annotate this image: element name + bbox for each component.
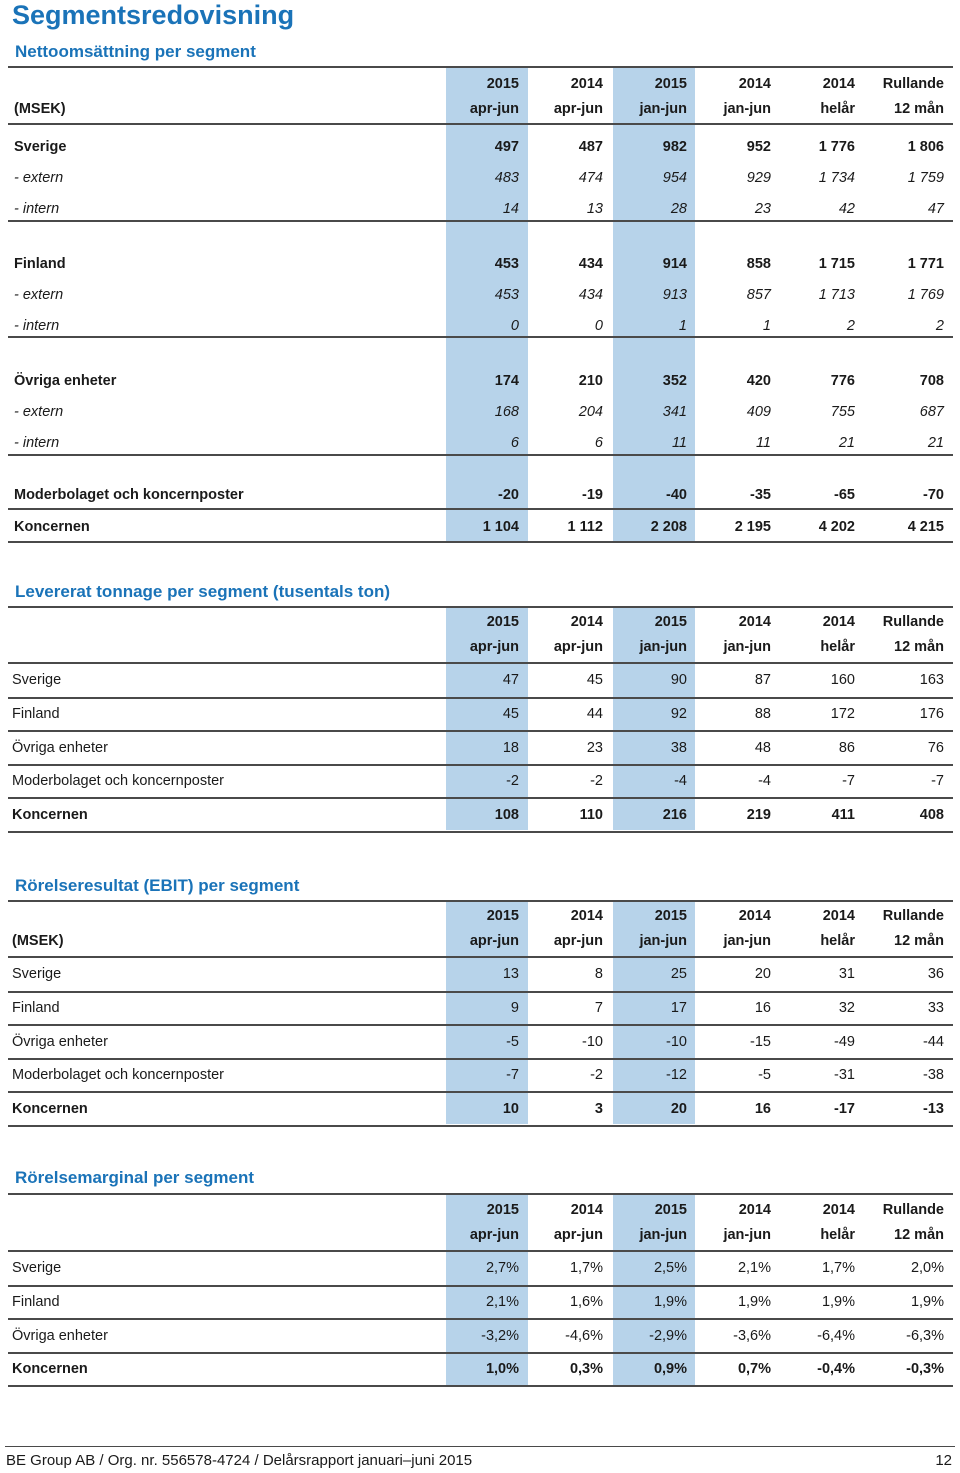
cell: -40 bbox=[666, 486, 687, 503]
cell: -35 bbox=[750, 486, 771, 503]
column-header: 12 mån bbox=[894, 638, 944, 655]
unit-label: (MSEK) bbox=[14, 100, 66, 117]
cell: 25 bbox=[670, 966, 687, 983]
cell: 110 bbox=[579, 806, 603, 823]
column-header: jan-jun bbox=[723, 932, 771, 949]
row-label: - intern bbox=[14, 317, 60, 334]
column-header: jan-jun bbox=[639, 100, 687, 117]
cell: 11 bbox=[755, 434, 771, 451]
cell: 88 bbox=[754, 706, 771, 723]
cell: -6,4% bbox=[817, 1327, 855, 1344]
table-row bbox=[8, 731, 953, 765]
cell: 87 bbox=[754, 672, 771, 689]
net-sales-header bbox=[8, 71, 953, 121]
row-label: - intern bbox=[14, 200, 60, 217]
cell: 2,5% bbox=[653, 1260, 687, 1277]
cell: 408 bbox=[919, 806, 944, 823]
table-row bbox=[8, 958, 953, 992]
cell: -38 bbox=[923, 1067, 944, 1084]
cell: 23 bbox=[754, 200, 771, 217]
cell: 474 bbox=[578, 169, 603, 186]
table-row bbox=[8, 366, 953, 396]
row-label: Moderbolaget och koncernposter bbox=[14, 486, 244, 503]
cell: 11 bbox=[671, 434, 687, 451]
cell: 16 bbox=[754, 1100, 771, 1117]
cell: 420 bbox=[746, 373, 771, 389]
cell: 687 bbox=[919, 403, 944, 420]
row-label: Övriga enheter bbox=[12, 1033, 108, 1050]
row-label: Sverige bbox=[12, 672, 62, 689]
cell: 38 bbox=[670, 739, 687, 756]
section-title: Levererat tonnage per segment (tusentals ton) bbox=[15, 582, 391, 601]
column-header: jan-jun bbox=[723, 1226, 771, 1243]
cell: 2 195 bbox=[734, 519, 771, 535]
ebit-section bbox=[8, 872, 953, 1127]
cell: 6 bbox=[510, 434, 519, 451]
column-header: 2014 bbox=[570, 1201, 603, 1218]
column-header: Rullande bbox=[882, 613, 944, 630]
cell: 3 bbox=[594, 1100, 603, 1117]
cell: 1,7% bbox=[821, 1260, 855, 1277]
cell: 2 bbox=[935, 317, 944, 334]
cell: -2 bbox=[590, 773, 603, 790]
column-header: 12 mån bbox=[894, 1226, 944, 1243]
cell: 13 bbox=[586, 200, 603, 217]
cell: 0 bbox=[594, 317, 603, 334]
cell: -2 bbox=[590, 1067, 603, 1084]
row-label: - extern bbox=[14, 403, 64, 420]
column-header: 2015 bbox=[486, 1201, 519, 1218]
cell: 4 215 bbox=[907, 519, 944, 535]
cell: 2 208 bbox=[650, 519, 687, 535]
cell: 45 bbox=[586, 672, 603, 689]
cell: 982 bbox=[662, 139, 687, 155]
cell: 32 bbox=[838, 1000, 855, 1017]
cell: 0,3% bbox=[569, 1361, 603, 1378]
page-title: Segmentsredovisning bbox=[12, 0, 295, 30]
cell: -31 bbox=[834, 1067, 855, 1084]
cell: 13 bbox=[502, 966, 519, 983]
cell: -3,6% bbox=[733, 1327, 771, 1344]
other-units-group bbox=[8, 366, 953, 458]
cell: -4 bbox=[758, 773, 771, 790]
cell: 47 bbox=[502, 672, 519, 689]
cell: -10 bbox=[582, 1033, 603, 1050]
table-row bbox=[8, 992, 953, 1026]
cell: 497 bbox=[494, 139, 519, 155]
row-label: - intern bbox=[14, 434, 60, 451]
cell: 1,0% bbox=[485, 1361, 519, 1378]
cell: 21 bbox=[838, 434, 855, 451]
column-header: jan-jun bbox=[723, 638, 771, 655]
column-header: apr-jun bbox=[469, 932, 519, 949]
row-label: Sverige bbox=[12, 966, 62, 983]
cell: 160 bbox=[830, 672, 855, 689]
column-header: 2014 bbox=[570, 75, 603, 92]
cell: 1 715 bbox=[818, 256, 855, 272]
cell: 1 734 bbox=[818, 169, 855, 186]
column-header: jan-jun bbox=[639, 932, 687, 949]
table-row bbox=[8, 249, 953, 279]
column-header: apr-jun bbox=[553, 638, 603, 655]
cell: 219 bbox=[746, 806, 771, 823]
section-title: Rörelsemarginal per segment bbox=[15, 1168, 255, 1187]
row-label: Övriga enheter bbox=[12, 739, 108, 756]
cell: 42 bbox=[838, 200, 855, 217]
section-title: Nettoomsättning per segment bbox=[15, 42, 256, 61]
cell: 31 bbox=[838, 966, 855, 983]
cell: -44 bbox=[923, 1033, 944, 1050]
cell: 2,1% bbox=[737, 1260, 771, 1277]
column-header: 12 mån bbox=[894, 932, 944, 949]
column-header: jan-jun bbox=[723, 100, 771, 117]
row-label: Finland bbox=[12, 706, 60, 723]
cell: 1,7% bbox=[569, 1260, 603, 1277]
table-row bbox=[8, 1353, 953, 1387]
cell: -6,3% bbox=[906, 1327, 944, 1344]
table-row bbox=[8, 512, 953, 542]
margin-header bbox=[8, 1197, 953, 1247]
cell: 90 bbox=[670, 672, 687, 689]
row-label: Sverige bbox=[14, 139, 67, 155]
cell: 92 bbox=[670, 706, 687, 723]
cell: -7 bbox=[931, 773, 944, 790]
column-header: Rullande bbox=[882, 1201, 944, 1218]
unit-label: (MSEK) bbox=[12, 932, 64, 949]
cell: 2,0% bbox=[910, 1260, 944, 1277]
table-row bbox=[8, 798, 953, 832]
column-header: 2015 bbox=[654, 907, 687, 924]
row-label: Koncernen bbox=[12, 1361, 88, 1378]
cell: -10 bbox=[666, 1033, 687, 1050]
cell: 2 bbox=[846, 317, 855, 334]
table-row bbox=[8, 698, 953, 732]
cell: 434 bbox=[578, 286, 603, 303]
cell: -2 bbox=[506, 773, 519, 790]
column-header: apr-jun bbox=[469, 1226, 519, 1243]
column-header: 2014 bbox=[570, 613, 603, 630]
row-label: Moderbolaget och koncernposter bbox=[12, 773, 224, 790]
cell: 434 bbox=[578, 256, 603, 272]
net-sales-section bbox=[8, 38, 953, 548]
table-row bbox=[8, 132, 953, 162]
cell: 7 bbox=[594, 1000, 603, 1017]
cell: 483 bbox=[494, 169, 519, 186]
cell: 8 bbox=[594, 966, 603, 983]
row-label: - extern bbox=[14, 169, 64, 186]
cell: 1 713 bbox=[818, 286, 855, 303]
cell: 45 bbox=[502, 706, 519, 723]
column-header: apr-jun bbox=[553, 1226, 603, 1243]
header-row bbox=[8, 634, 953, 659]
cell: 16 bbox=[754, 1000, 771, 1017]
column-header: jan-jun bbox=[639, 1226, 687, 1243]
cell: 2,7% bbox=[485, 1260, 519, 1277]
sweden-group bbox=[8, 132, 953, 224]
column-header: 2015 bbox=[486, 75, 519, 92]
cell: 453 bbox=[494, 256, 519, 272]
row-label: Koncernen bbox=[12, 806, 88, 823]
cell: -19 bbox=[582, 486, 603, 503]
cell: 168 bbox=[494, 403, 519, 420]
row-label: Koncernen bbox=[14, 519, 90, 535]
cell: 20 bbox=[754, 966, 771, 983]
cell: 174 bbox=[494, 373, 519, 389]
cell: -0,4% bbox=[817, 1361, 855, 1378]
cell: 9 bbox=[510, 1000, 519, 1017]
column-header: 2014 bbox=[738, 907, 771, 924]
divider bbox=[8, 220, 953, 222]
column-header: 2014 bbox=[822, 613, 855, 630]
cell: -70 bbox=[923, 486, 944, 503]
page-number: 12 bbox=[935, 1452, 952, 1469]
header-row bbox=[8, 71, 953, 96]
tonnage-section bbox=[8, 578, 953, 833]
table-row bbox=[8, 1319, 953, 1353]
row-label: Koncernen bbox=[12, 1100, 88, 1117]
cell: 1,9% bbox=[653, 1294, 687, 1311]
divider bbox=[8, 123, 953, 125]
row-label: - extern bbox=[14, 286, 64, 303]
column-header: 2015 bbox=[486, 907, 519, 924]
cell: 453 bbox=[494, 286, 519, 303]
cell: -7 bbox=[842, 773, 855, 790]
footer-divider bbox=[5, 1446, 955, 1447]
column-header: 2014 bbox=[738, 1201, 771, 1218]
column-header: 2014 bbox=[738, 613, 771, 630]
cell: 0,7% bbox=[737, 1361, 771, 1378]
column-header: 12 mån bbox=[894, 100, 944, 117]
cell: 17 bbox=[670, 1000, 687, 1017]
cell: 952 bbox=[746, 139, 771, 155]
cell: 10 bbox=[502, 1100, 519, 1117]
header-row bbox=[8, 96, 953, 121]
cell: -5 bbox=[758, 1067, 771, 1084]
cell: 20 bbox=[670, 1100, 687, 1117]
cell: 86 bbox=[838, 739, 855, 756]
header-row bbox=[8, 903, 953, 928]
divider bbox=[8, 454, 953, 456]
cell: 14 bbox=[502, 200, 519, 217]
cell: -3,2% bbox=[481, 1327, 519, 1344]
cell: 23 bbox=[586, 739, 603, 756]
column-header: apr-jun bbox=[553, 932, 603, 949]
cell: 108 bbox=[494, 806, 519, 823]
cell: 36 bbox=[927, 966, 944, 983]
cell: 858 bbox=[746, 256, 771, 272]
cell: 76 bbox=[927, 739, 944, 756]
cell: 954 bbox=[662, 169, 687, 186]
column-header: helår bbox=[820, 638, 855, 655]
cell: 1,9% bbox=[737, 1294, 771, 1311]
table-row bbox=[8, 1059, 953, 1093]
cell: -17 bbox=[834, 1100, 855, 1117]
column-header: helår bbox=[820, 1226, 855, 1243]
column-header: 2014 bbox=[570, 907, 603, 924]
footer-text: BE Group AB / Org. nr. 556578-4724 / Delårsrapport januari–juni 2015 bbox=[6, 1452, 473, 1469]
parent-company-row bbox=[8, 479, 953, 510]
table-row bbox=[8, 396, 953, 427]
group-total-row bbox=[8, 512, 953, 542]
cell: -0,3% bbox=[906, 1361, 944, 1378]
cell: 1,6% bbox=[569, 1294, 603, 1311]
cell: -49 bbox=[834, 1033, 855, 1050]
table-row bbox=[8, 1252, 953, 1286]
cell: 1 112 bbox=[567, 519, 603, 535]
row-label: Sverige bbox=[12, 1260, 62, 1277]
divider bbox=[8, 336, 953, 338]
cell: 1,9% bbox=[910, 1294, 944, 1311]
cell: 913 bbox=[662, 286, 687, 303]
cell: 1 bbox=[762, 317, 771, 334]
cell: 352 bbox=[662, 373, 687, 389]
section-title: Rörelseresultat (EBIT) per segment bbox=[15, 876, 300, 895]
cell: 914 bbox=[662, 256, 687, 272]
row-label: Övriga enheter bbox=[12, 1327, 108, 1344]
cell: 776 bbox=[830, 373, 855, 389]
cell: 21 bbox=[927, 434, 944, 451]
cell: 1,9% bbox=[821, 1294, 855, 1311]
finland-group bbox=[8, 249, 953, 341]
cell: -5 bbox=[506, 1033, 519, 1050]
column-header: apr-jun bbox=[469, 100, 519, 117]
row-label: Finland bbox=[14, 256, 66, 272]
cell: 1 806 bbox=[907, 139, 944, 155]
table-row bbox=[8, 1286, 953, 1320]
table-row bbox=[8, 479, 953, 510]
table-row bbox=[8, 1025, 953, 1059]
cell: 1 759 bbox=[907, 169, 944, 186]
header-row bbox=[8, 609, 953, 634]
cell: 48 bbox=[754, 739, 771, 756]
row-label: Moderbolaget och koncernposter bbox=[12, 1067, 224, 1084]
cell: 341 bbox=[662, 403, 687, 420]
cell: 487 bbox=[578, 139, 603, 155]
cell: 409 bbox=[746, 403, 771, 420]
cell: 411 bbox=[831, 806, 855, 823]
cell: 708 bbox=[919, 373, 944, 389]
tonnage-header bbox=[8, 609, 953, 659]
tonnage-body bbox=[8, 664, 953, 833]
cell: 44 bbox=[586, 706, 603, 723]
cell: 47 bbox=[927, 200, 944, 217]
column-header: jan-jun bbox=[639, 638, 687, 655]
cell: -7 bbox=[506, 1067, 519, 1084]
cell: 0 bbox=[510, 317, 519, 334]
header-row bbox=[8, 1197, 953, 1222]
header-row bbox=[8, 1222, 953, 1247]
cell: -13 bbox=[923, 1100, 944, 1117]
cell: 216 bbox=[662, 806, 687, 823]
margin-body bbox=[8, 1252, 953, 1387]
column-header: 2015 bbox=[654, 613, 687, 630]
cell: 2,1% bbox=[485, 1294, 519, 1311]
cell: 1 bbox=[678, 317, 687, 334]
cell: -4,6% bbox=[565, 1327, 603, 1344]
cell: 1 769 bbox=[907, 286, 944, 303]
cell: -12 bbox=[666, 1067, 687, 1084]
table-row bbox=[8, 664, 953, 698]
column-header: 2014 bbox=[738, 75, 771, 92]
table-row bbox=[8, 162, 953, 193]
cell: 1 771 bbox=[907, 256, 944, 272]
margin-section bbox=[8, 1166, 953, 1388]
column-header: helår bbox=[820, 100, 855, 117]
column-header: 2014 bbox=[822, 1201, 855, 1218]
ebit-header bbox=[8, 903, 953, 953]
cell: 18 bbox=[502, 739, 519, 756]
table-row bbox=[8, 765, 953, 799]
cell: -65 bbox=[834, 486, 855, 503]
column-header: helår bbox=[820, 932, 855, 949]
divider bbox=[8, 508, 953, 510]
row-label: Finland bbox=[12, 1000, 60, 1017]
column-header: 2014 bbox=[822, 75, 855, 92]
cell: -4 bbox=[674, 773, 687, 790]
row-label: Finland bbox=[12, 1294, 60, 1311]
column-header: Rullande bbox=[882, 907, 944, 924]
column-header: apr-jun bbox=[553, 100, 603, 117]
column-header: 2015 bbox=[486, 613, 519, 630]
cell: 0,9% bbox=[653, 1361, 687, 1378]
ebit-body bbox=[8, 958, 953, 1127]
divider bbox=[8, 541, 953, 543]
cell: 857 bbox=[746, 286, 771, 303]
cell: 172 bbox=[830, 706, 855, 723]
cell: 163 bbox=[919, 672, 944, 689]
table-row bbox=[8, 279, 953, 310]
cell: 755 bbox=[830, 403, 855, 420]
column-header: 2015 bbox=[654, 75, 687, 92]
row-label: Övriga enheter bbox=[14, 373, 117, 389]
column-header: Rullande bbox=[882, 75, 944, 92]
column-header: apr-jun bbox=[469, 638, 519, 655]
cell: 4 202 bbox=[818, 519, 855, 535]
cell: 176 bbox=[919, 706, 944, 723]
cell: 204 bbox=[578, 403, 603, 420]
cell: 6 bbox=[594, 434, 603, 451]
cell: -2,9% bbox=[649, 1327, 687, 1344]
cell: 1 776 bbox=[818, 139, 855, 155]
header-row bbox=[8, 928, 953, 953]
cell: 210 bbox=[578, 373, 603, 389]
cell: -20 bbox=[498, 486, 519, 503]
cell: 28 bbox=[670, 200, 687, 217]
table-row bbox=[8, 1092, 953, 1126]
column-header: 2014 bbox=[822, 907, 855, 924]
cell: 1 104 bbox=[482, 519, 519, 535]
cell: 33 bbox=[927, 1000, 944, 1017]
column-header: 2015 bbox=[654, 1201, 687, 1218]
cell: -15 bbox=[750, 1033, 771, 1050]
cell: 929 bbox=[746, 169, 771, 186]
